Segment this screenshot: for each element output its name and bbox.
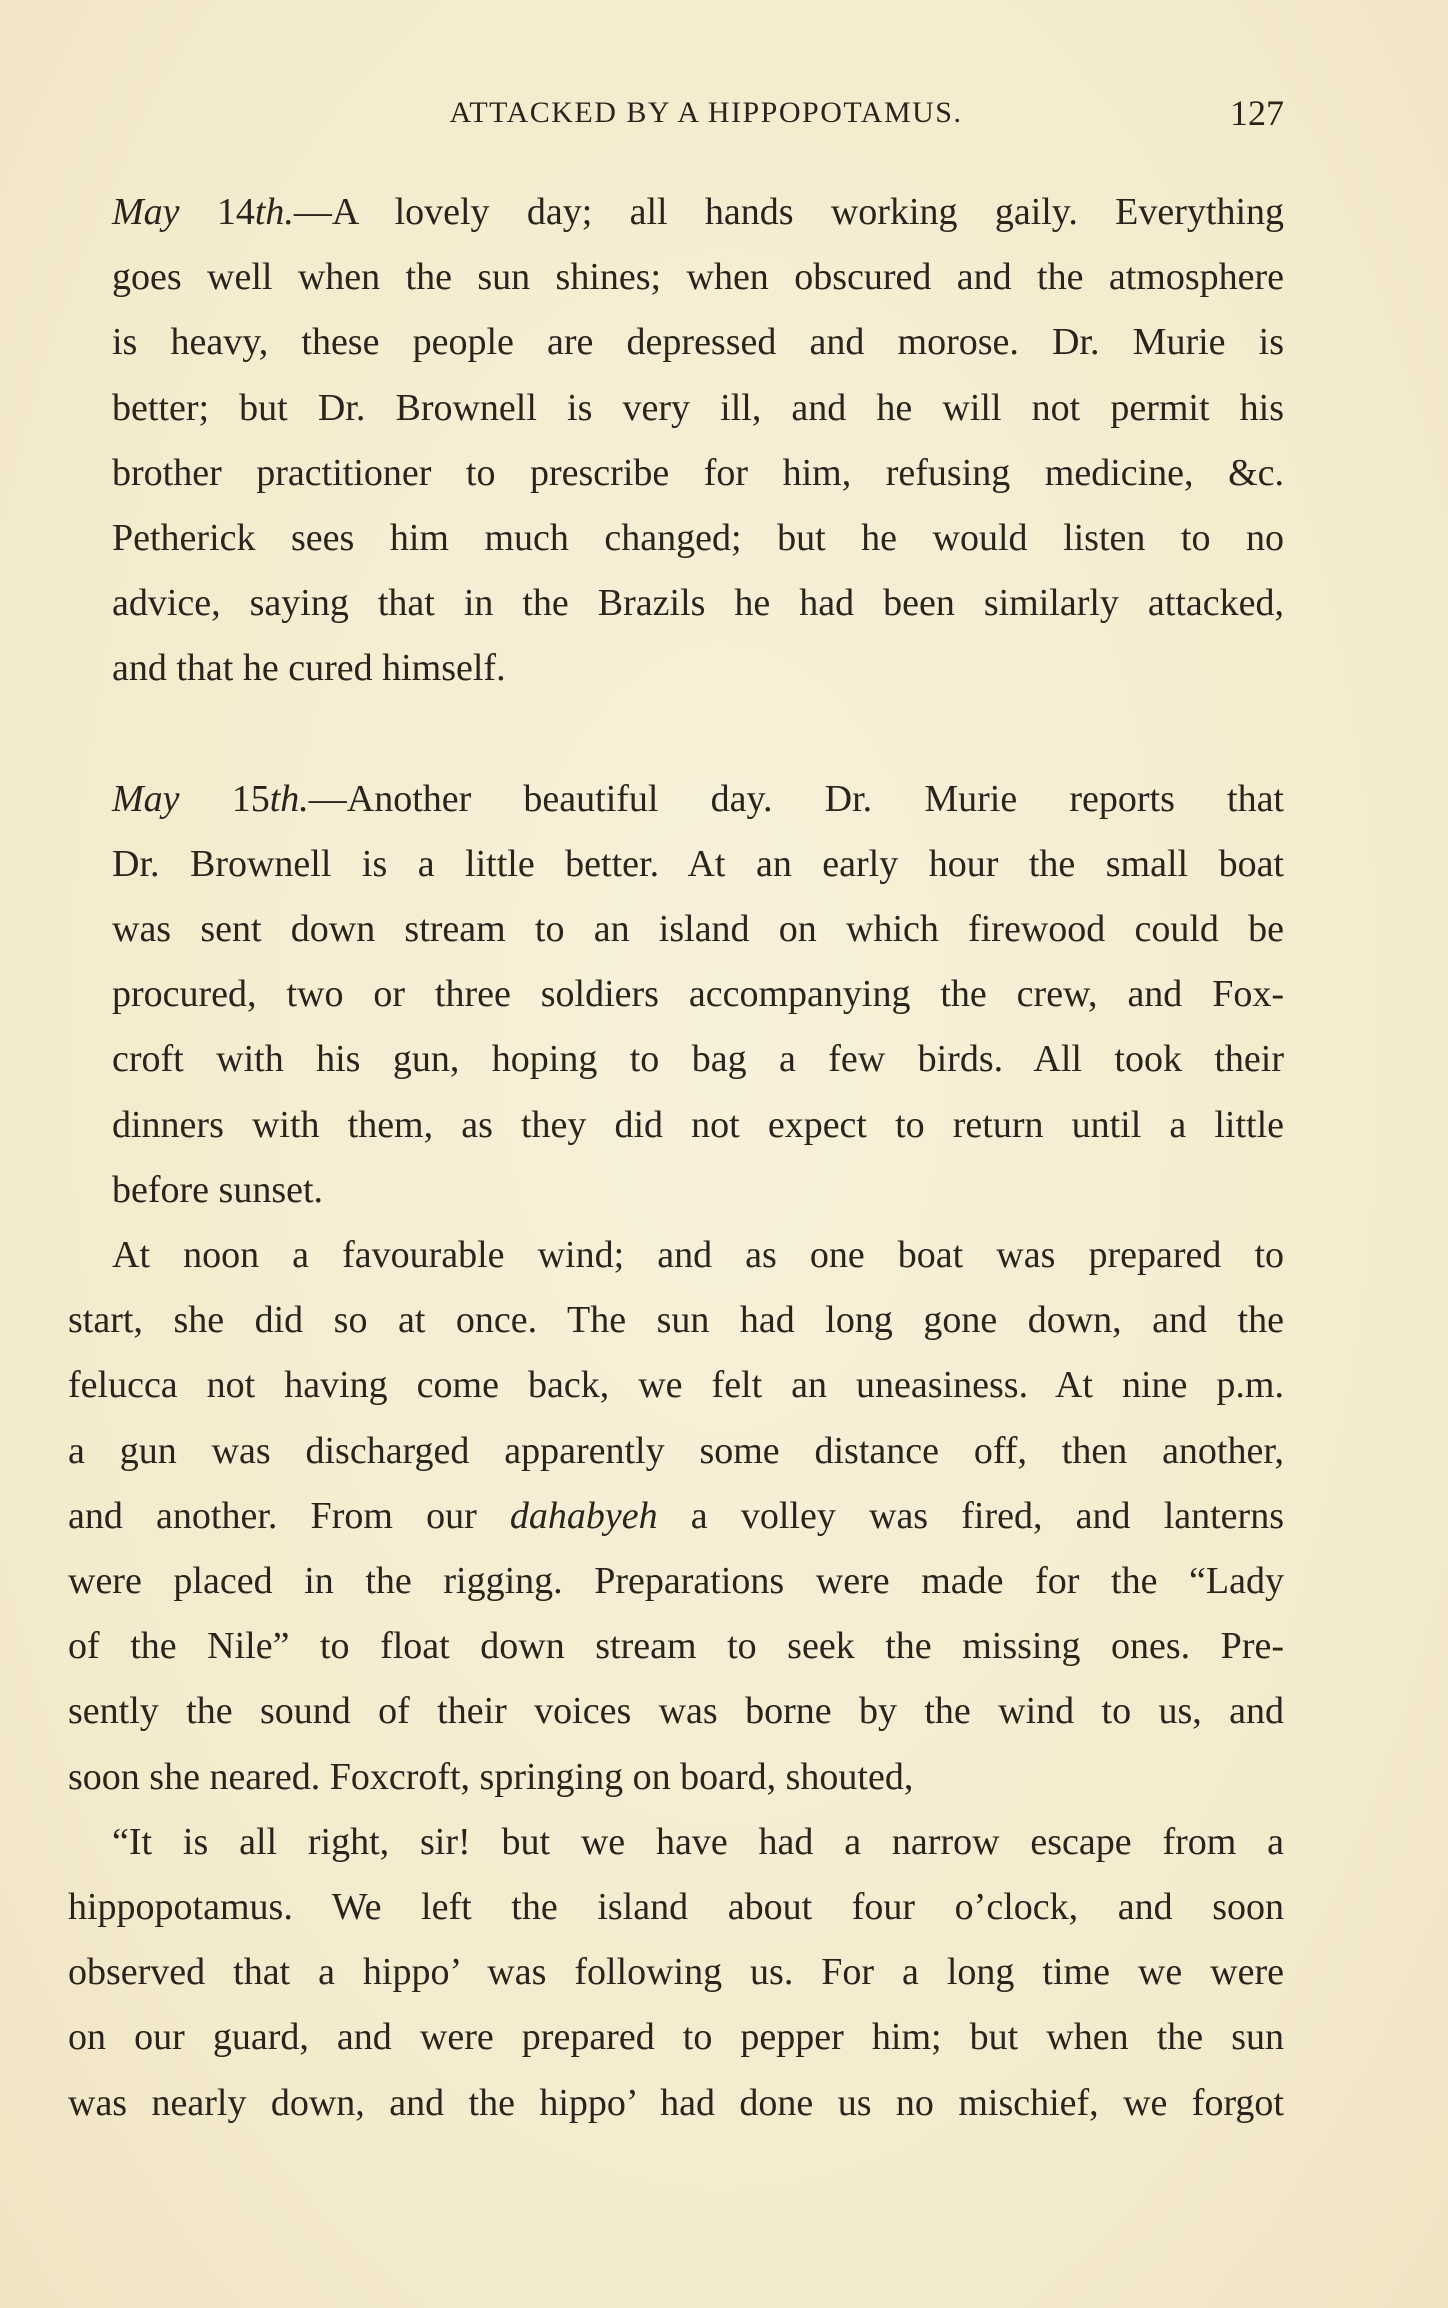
entry-date: May 14th. — [112, 191, 294, 233]
paragraph-gap — [68, 702, 1284, 767]
text-line: were placed in the rigging. Preparations were made for the “Lady — [68, 1560, 1284, 1603]
paragraph-quote — [68, 1810, 1284, 2136]
text-line: brother practitioner to prescribe for him, refusing medicine, &c. — [112, 451, 1284, 494]
text-line: At noon a favourable wind; and as one boat was prepared to — [112, 1234, 1284, 1277]
page-header — [68, 88, 1284, 138]
entry-may-15 — [68, 767, 1284, 1223]
text-line: May 15th.—Another beautiful day. Dr. Murie reports that — [112, 777, 1284, 820]
text-line: procured, two or three soldiers accompanying the crew, and Fox- — [112, 973, 1284, 1016]
text-line: dinners with them, as they did not expect to return until a little — [112, 1103, 1284, 1146]
text-line: was sent down stream to an island on which firewood could be — [112, 908, 1284, 951]
text-line: hippopotamus. We left the island about four o’clock, and soon — [68, 1886, 1284, 1929]
text-line: is heavy, these people are depressed and morose. Dr. Murie is — [112, 321, 1284, 364]
text-line: goes well when the sun shines; when obscured and the atmosphere — [112, 256, 1284, 299]
italic-term: dahabyeh — [509, 1494, 658, 1537]
text-line: better; but Dr. Brownell is very ill, and he will not permit his — [112, 386, 1284, 429]
text-line: start, she did so at once. The sun had long gone down, and the — [68, 1299, 1284, 1342]
text-line: soon she neared. Foxcroft, springing on board, shouted, — [68, 1755, 914, 1798]
text-line: “It is all right, sir! but we have had a narrow escape from a — [112, 1820, 1284, 1863]
text-line: May 14th.—A lovely day; all hands working gaily. Everything — [112, 191, 1284, 233]
text-line: felucca not having come back, we felt an uneasiness. At nine p.m. — [68, 1364, 1284, 1407]
entry-may-14 — [68, 180, 1284, 702]
text-line: Dr. Brownell is a little better. At an early hour the small boat — [112, 842, 1284, 885]
paragraph-at-noon — [68, 1223, 1284, 1810]
text-line: sently the sound of their voices was borne by the wind to us, and — [68, 1690, 1284, 1733]
page-number: 127 — [1230, 93, 1284, 133]
text-line: a gun was discharged apparently some distance off, then another, — [68, 1429, 1284, 1472]
text-line: croft with his gun, hoping to bag a few birds. All took their — [112, 1038, 1284, 1081]
text-line: before sunset. — [112, 1168, 324, 1211]
text-line: observed that a hippo’ was following us. For a long time we were — [68, 1951, 1284, 1994]
text-line: on our guard, and were prepared to pepper him; but when the sun — [68, 2016, 1284, 2059]
running-title: ATTACKED BY A HIPPOPOTAMUS. — [449, 96, 963, 129]
entry-date: May 15th. — [112, 777, 309, 820]
text-line: and another. From our dahabyeh a volley was fired, and lanterns — [68, 1494, 1284, 1537]
body-text — [68, 180, 1284, 2136]
text-line: of the Nile” to float down stream to seek the missing ones. Pre- — [68, 1625, 1284, 1668]
text-line: and that he cured himself. — [112, 647, 506, 690]
text-line: Petherick sees him much changed; but he would listen to no — [112, 517, 1284, 560]
text-line: was nearly down, and the hippo’ had done us no mischief, we forgot — [68, 2081, 1284, 2124]
text-line: advice, saying that in the Brazils he had been similarly attacked, — [112, 582, 1284, 625]
